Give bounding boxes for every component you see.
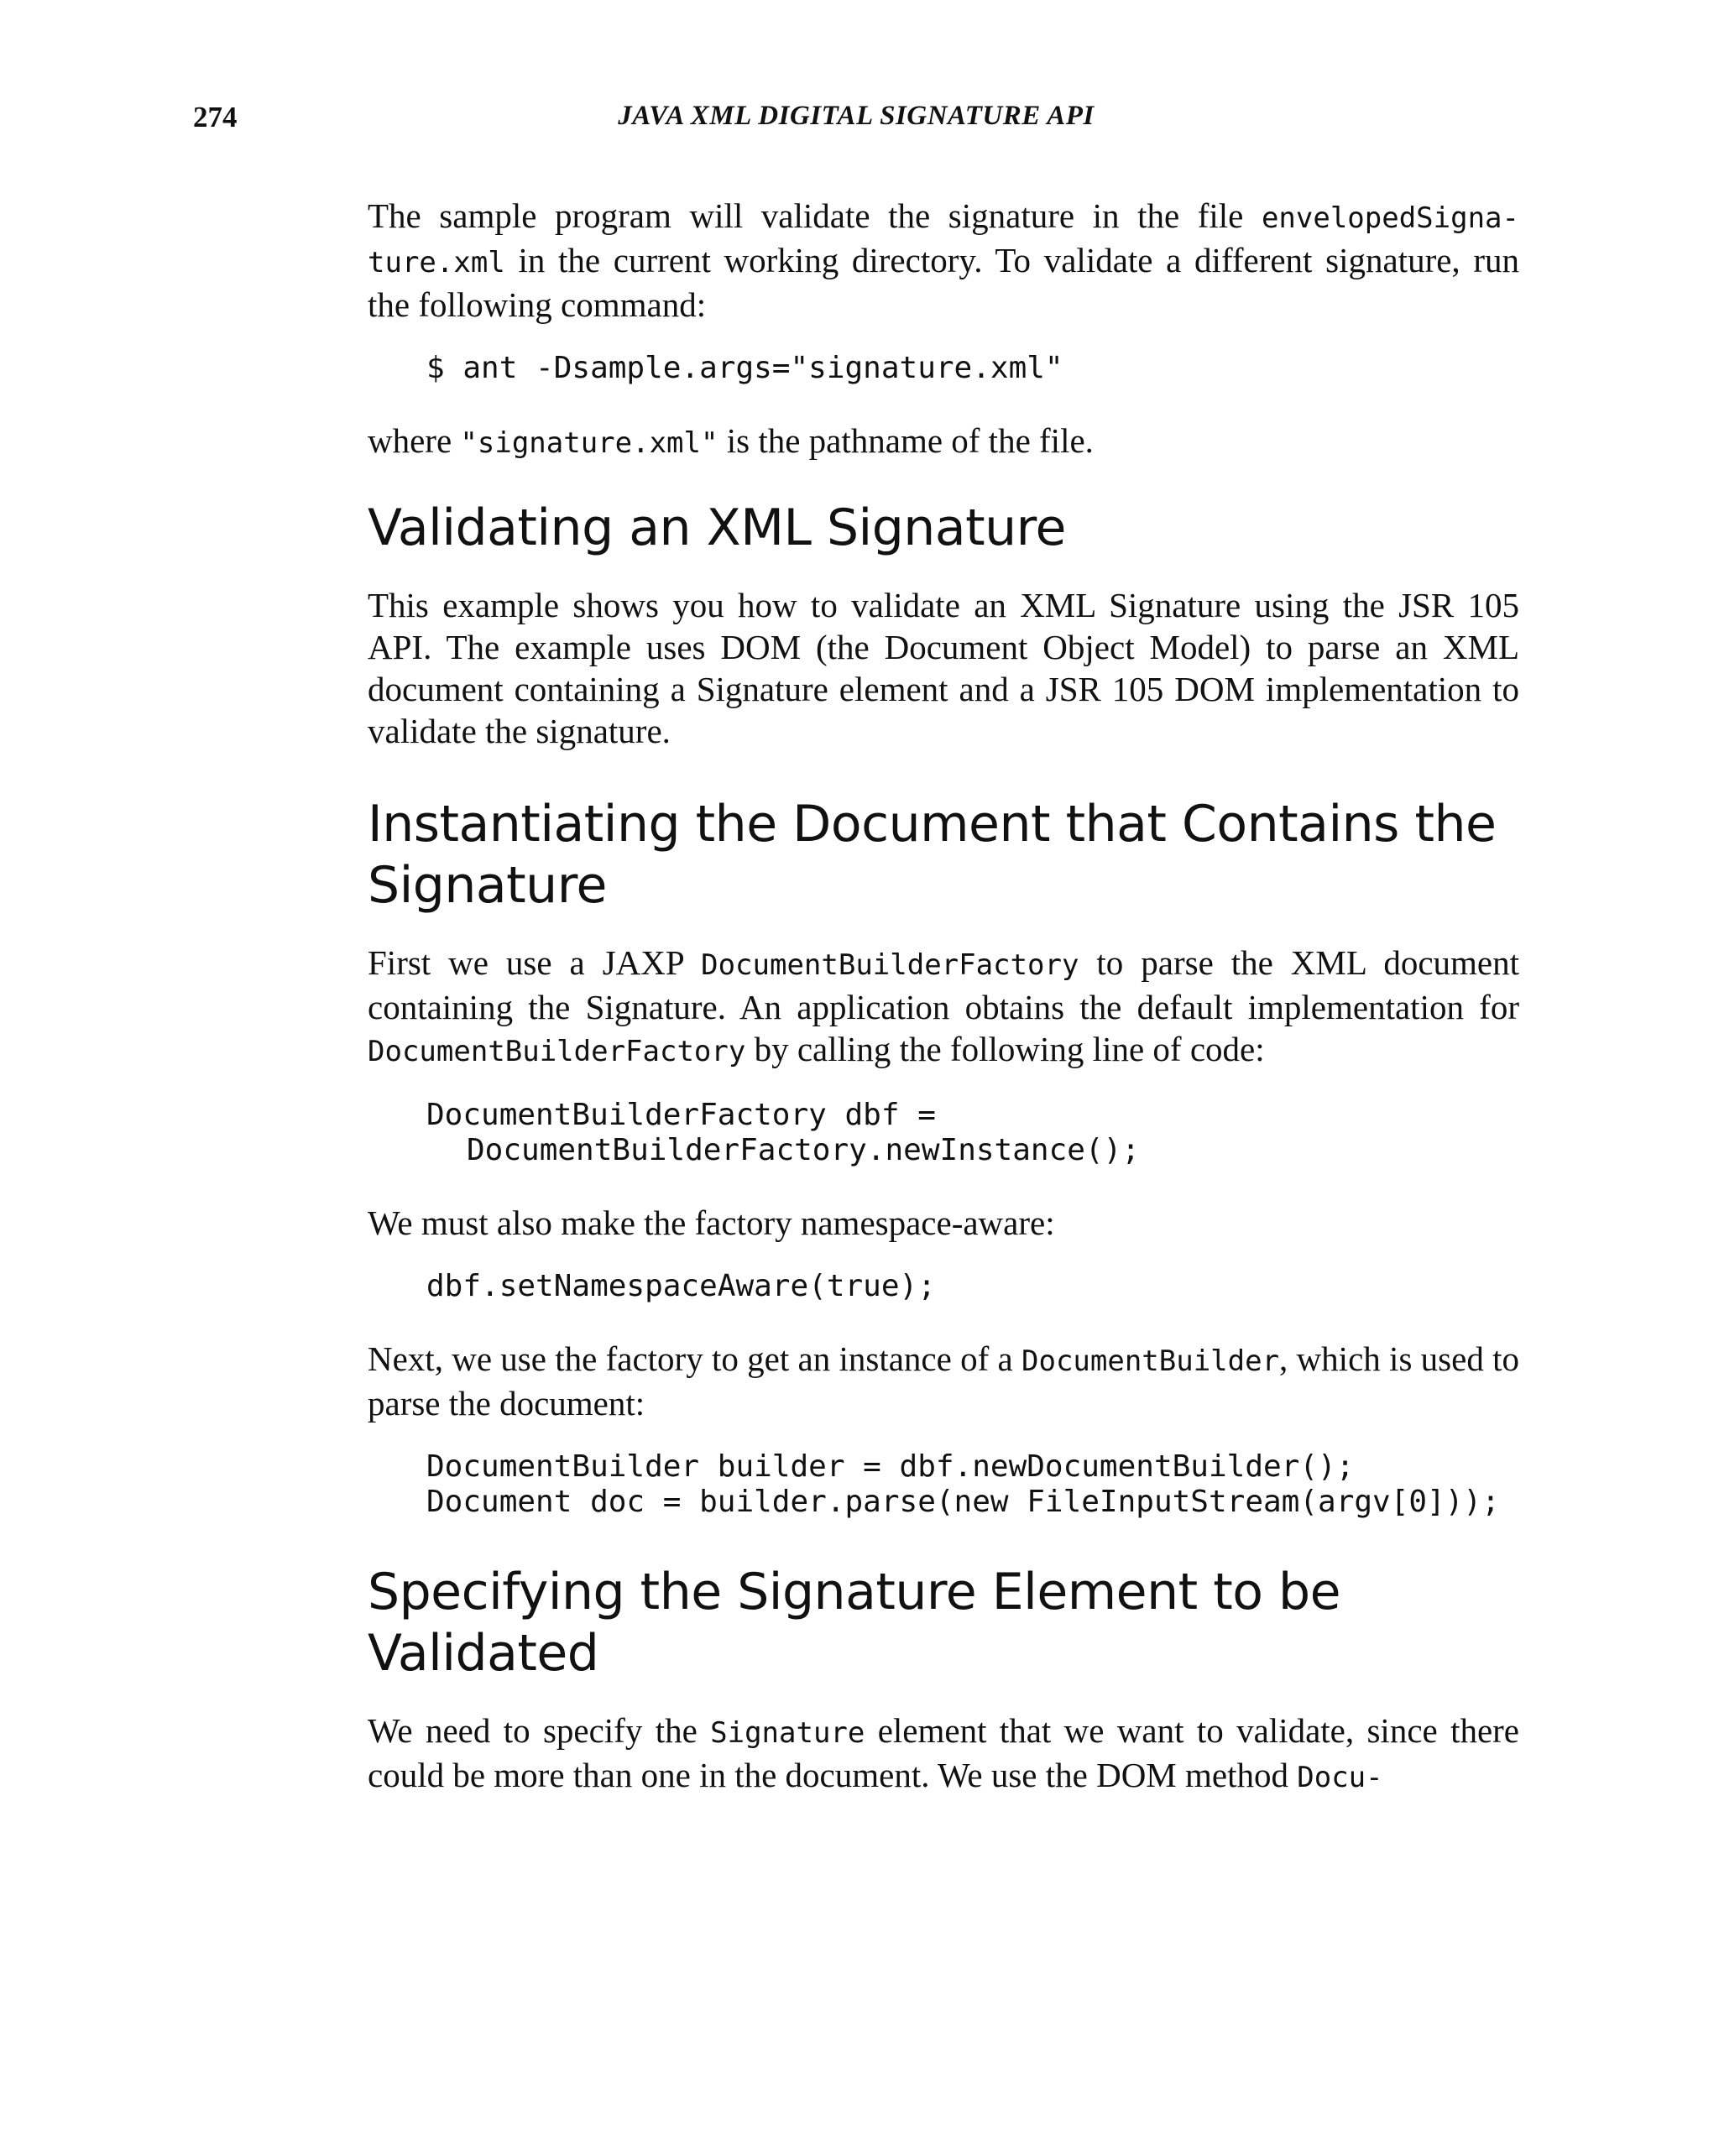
inline-code: Signature	[710, 1716, 865, 1750]
section-heading: Specifying the Signature Element to be Validated	[368, 1563, 1341, 1683]
section-paragraph: This example shows you how to validate an XML Signature using the JSR 105 API. The example uses DOM (the Document Object Model) to parse an XML document containing a Signature element and a JSR 105 DOM implementation to validate the signature.	[368, 586, 1519, 750]
code-block: DocumentBuilderFactory dbf = DocumentBuilderFactory.newInstance();	[426, 1098, 1140, 1167]
page-header	[193, 101, 1519, 143]
command-code-block: $ ant -Dsample.args="signature.xml"	[426, 351, 1063, 385]
section-paragraph: Next, we use the factory to get an instance of a DocumentBuilder, which is used to parse the document:	[368, 1339, 1519, 1423]
inline-code: envelopedSigna-ture.xml	[368, 201, 1519, 279]
code-block: dbf.setNamespaceAware(true);	[426, 1269, 936, 1303]
page-body	[368, 195, 1519, 1824]
pathname-paragraph: where "signature.xml" is the pathname of the file.	[368, 421, 1094, 460]
section-paragraph: We must also make the factory namespace-aware:	[368, 1203, 1055, 1242]
section-paragraph: First we use a JAXP DocumentBuilderFactory to parse the XML document containing the Signature. An application obtains the default implementation for DocumentBuilderFactory by calling the following line of code:	[368, 943, 1519, 1068]
inline-code: DocumentBuilder	[1021, 1344, 1280, 1378]
section-heading: Validating an XML Signature	[368, 499, 1066, 557]
intro-paragraph: The sample program will validate the signature in the file envelopedSigna-ture.xml in the current working directory. To validate a different signature, run the following command:	[368, 196, 1519, 324]
page-number: 274	[193, 101, 238, 133]
inline-code: DocumentBuilderFactory	[701, 948, 1079, 982]
running-title: JAVA XML DIGITAL SIGNATURE API	[618, 101, 1095, 131]
inline-code: Docu-	[1297, 1761, 1383, 1794]
section-heading: Instantiating the Document that Contains the Signature	[368, 795, 1497, 915]
inline-code: DocumentBuilderFactory	[368, 1035, 746, 1068]
inline-code: "signature.xml"	[460, 426, 718, 460]
code-block: DocumentBuilder builder = dbf.newDocumentBuilder(); Document doc = builder.parse(new FileInputStream(argv[0]));	[426, 1449, 1500, 1519]
section-paragraph: We need to specify the Signature element that we want to validate, since there could be more than one in the document. We use the DOM method Docu-	[368, 1711, 1520, 1794]
